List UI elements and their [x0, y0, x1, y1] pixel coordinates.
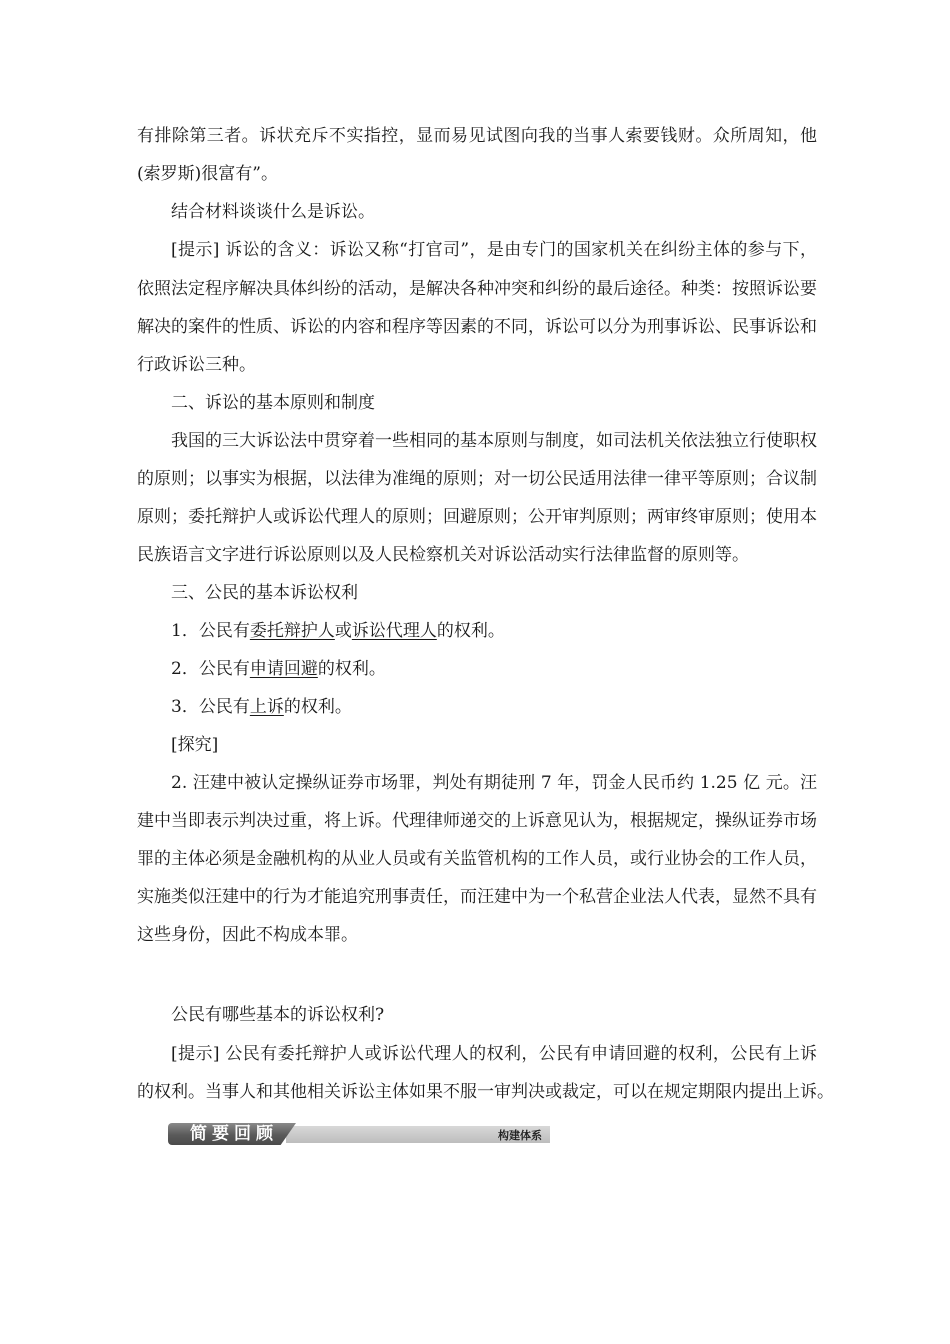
- item-prefix: 3．公民有: [171, 697, 250, 717]
- question-text: 结合材料谈谈什么是诉讼。: [171, 202, 375, 222]
- paragraph-line: 2. 汪建中被认定操纵证券市场罪，判处有期徒刑 7 年，罚金人民币约 1.25 亿 元。汪: [171, 773, 817, 793]
- paragraph-line: 我国的三大诉讼法中贯穿着一些相同的基本原则与制度，如司法机关依法独立行使职权: [171, 431, 817, 451]
- item-connector: 或: [334, 621, 352, 641]
- underlined-answer: 诉讼代理人: [351, 621, 437, 641]
- section-heading: 二、诉讼的基本原则和制度: [171, 393, 375, 413]
- item-suffix: 的权利。: [436, 621, 505, 641]
- paragraph-line: (索罗斯)很富有”。: [137, 164, 278, 184]
- hint-line: 行政诉讼三种。: [137, 355, 256, 375]
- question-text: 公民有哪些基本的诉讼权利?: [171, 1005, 385, 1025]
- underlined-answer: 委托辩护人: [249, 621, 335, 641]
- paragraph-line: 民族语言文字进行诉讼原则以及人民检察机关对诉讼活动实行法律监督的原则等。: [137, 545, 749, 565]
- hint-line: 的权利。当事人和其他相关诉讼主体如果不服一审判决或裁定，可以在规定期限内提出上诉。: [137, 1082, 834, 1102]
- section-banner: [168, 1123, 550, 1145]
- paragraph-line: 罪的主体必须是金融机构的从业人员或有关监管机构的工作人员，或行业协会的工作人员，: [137, 849, 817, 869]
- section-heading: 三、公民的基本诉讼权利: [171, 583, 358, 603]
- list-item: [171, 659, 817, 679]
- paragraph-line: 原则；委托辩护人或诉讼代理人的原则；回避原则；公开审判原则；两审终审原则；使用本: [137, 507, 817, 527]
- explore-label: [探究]: [171, 735, 219, 755]
- banner-title: 简要回顾: [190, 1124, 278, 1144]
- hint-line: [提示] 诉讼的含义：诉讼又称“打官司”，是由专门的国家机关在纠纷主体的参与下，: [171, 240, 817, 260]
- hint-line: 解决的案件的性质、诉讼的内容和程序等因素的不同，诉讼可以分为刑事诉讼、民事诉讼和: [137, 317, 817, 337]
- item-prefix: 2．公民有: [171, 659, 250, 679]
- paragraph-line: 这些身份，因此不构成本罪。: [137, 925, 358, 945]
- paragraph-line: 实施类似汪建中的行为才能追究刑事责任，而汪建中为一个私营企业法人代表，显然不具有: [137, 887, 817, 907]
- list-item: [171, 697, 817, 717]
- item-suffix: 的权利。: [283, 697, 352, 717]
- banner-light-bar: [286, 1126, 550, 1143]
- item-prefix: 1．公民有: [171, 621, 250, 641]
- underlined-answer: 申请回避: [249, 659, 318, 679]
- paragraph-line: 建中当即表示判决过重，将上诉。代理律师递交的上诉意见认为，根据规定，操纵证券市场: [137, 811, 817, 831]
- paragraph-line: 有排除第三者。诉状充斥不实指控，显而易见试图向我的当事人索要钱财。众所周知，他: [137, 126, 817, 146]
- paragraph-line: 的原则；以事实为根据，以法律为准绳的原则；对一切公民适用法律一律平等原则；合议制: [137, 469, 817, 489]
- hint-line: [提示] 公民有委托辩护人或诉讼代理人的权利，公民有申请回避的权利，公民有上诉: [171, 1044, 817, 1064]
- item-suffix: 的权利。: [317, 659, 386, 679]
- hint-line: 依照法定程序解决具体纠纷的活动，是解决各种冲突和纠纷的最后途径。种类：按照诉讼要: [137, 279, 817, 299]
- list-item: [171, 621, 817, 641]
- banner-subtitle: 构建体系: [498, 1129, 542, 1142]
- underlined-answer: 上诉: [249, 697, 284, 717]
